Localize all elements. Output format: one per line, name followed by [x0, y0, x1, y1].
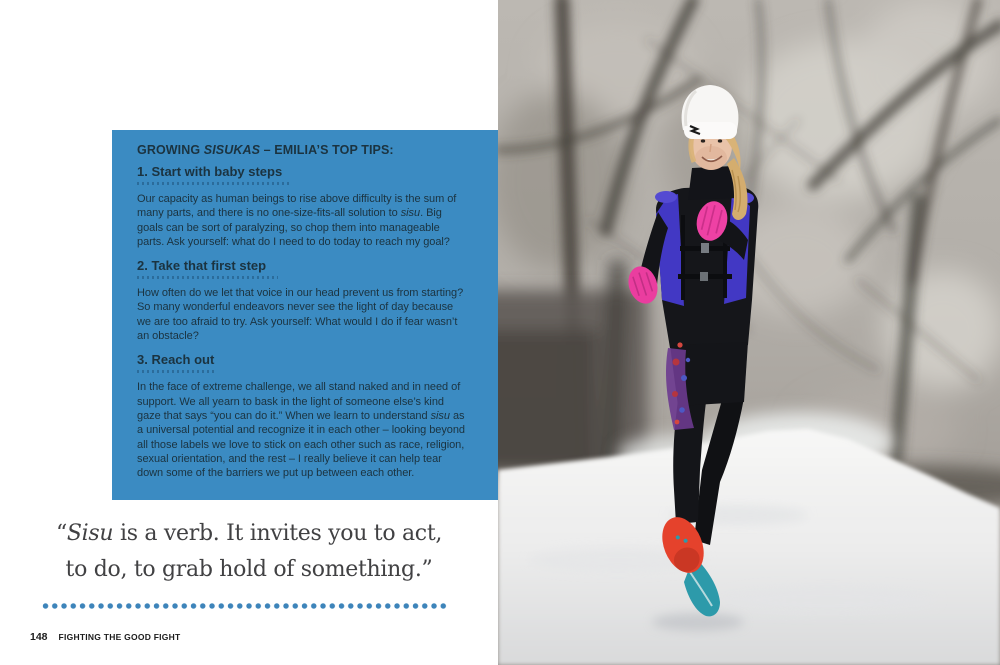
tip-1-body: Our capacity as human beings to rise above difficulty is the sum of many parts, and there is no one-size-fits-all solution to sisu. Big goals can be sort of paralyzing, so chop them into manageable parts. Ask yourself: what do I need to do today to reach my goal? — [137, 193, 457, 248]
book-title: FIGHTING THE GOOD FIGHT — [58, 632, 181, 642]
tip-2-body: How often do we let that voice in our head prevent us from starting? So many wonderful endeavors never see the light of day because we are too afraid to try. Ask yourself: What would I do if fear wasn’t an obstacle? — [137, 287, 464, 343]
pull-quote — [0, 516, 498, 587]
tip-1-heading: 1. Start with baby steps — [137, 164, 283, 179]
winter-runner-photo-art — [498, 0, 1000, 665]
dotted-separator — [137, 182, 291, 185]
page-footer — [30, 631, 180, 643]
dotted-separator — [137, 370, 216, 373]
tips-box-title: GROWING SISUKAS – EMILIA’S TOP TIPS: — [137, 143, 394, 157]
dotted-separator — [137, 276, 278, 279]
tips-box — [112, 130, 498, 500]
tip-2-heading: 2. Take that first step — [137, 258, 267, 274]
tip-3-heading: 3. Reach out — [137, 352, 215, 368]
dotted-rule — [42, 601, 449, 611]
pull-quote-line2: to do, to grab hold of something.” — [65, 556, 433, 582]
pull-quote-line1: “Sisu is a verb. It invites you to act, — [55, 521, 443, 546]
winter-runner-photo — [498, 0, 1000, 665]
runner-shadow — [652, 613, 744, 631]
tip-3-body: In the face of extreme challenge, we all stand naked and in need of support. We all yearn to bask in the light of someone else’s kind gaze that says “you can do it.” When we learn to understand sisu as a universal potential and recognize it in each other – looking beyond all those labels we love to stick on each other such as race, religion, sexual orientation, and the rest – I really believe it can help tear down some of the barriers we put up between each other. — [137, 381, 465, 480]
page-number: 148 — [30, 631, 48, 643]
